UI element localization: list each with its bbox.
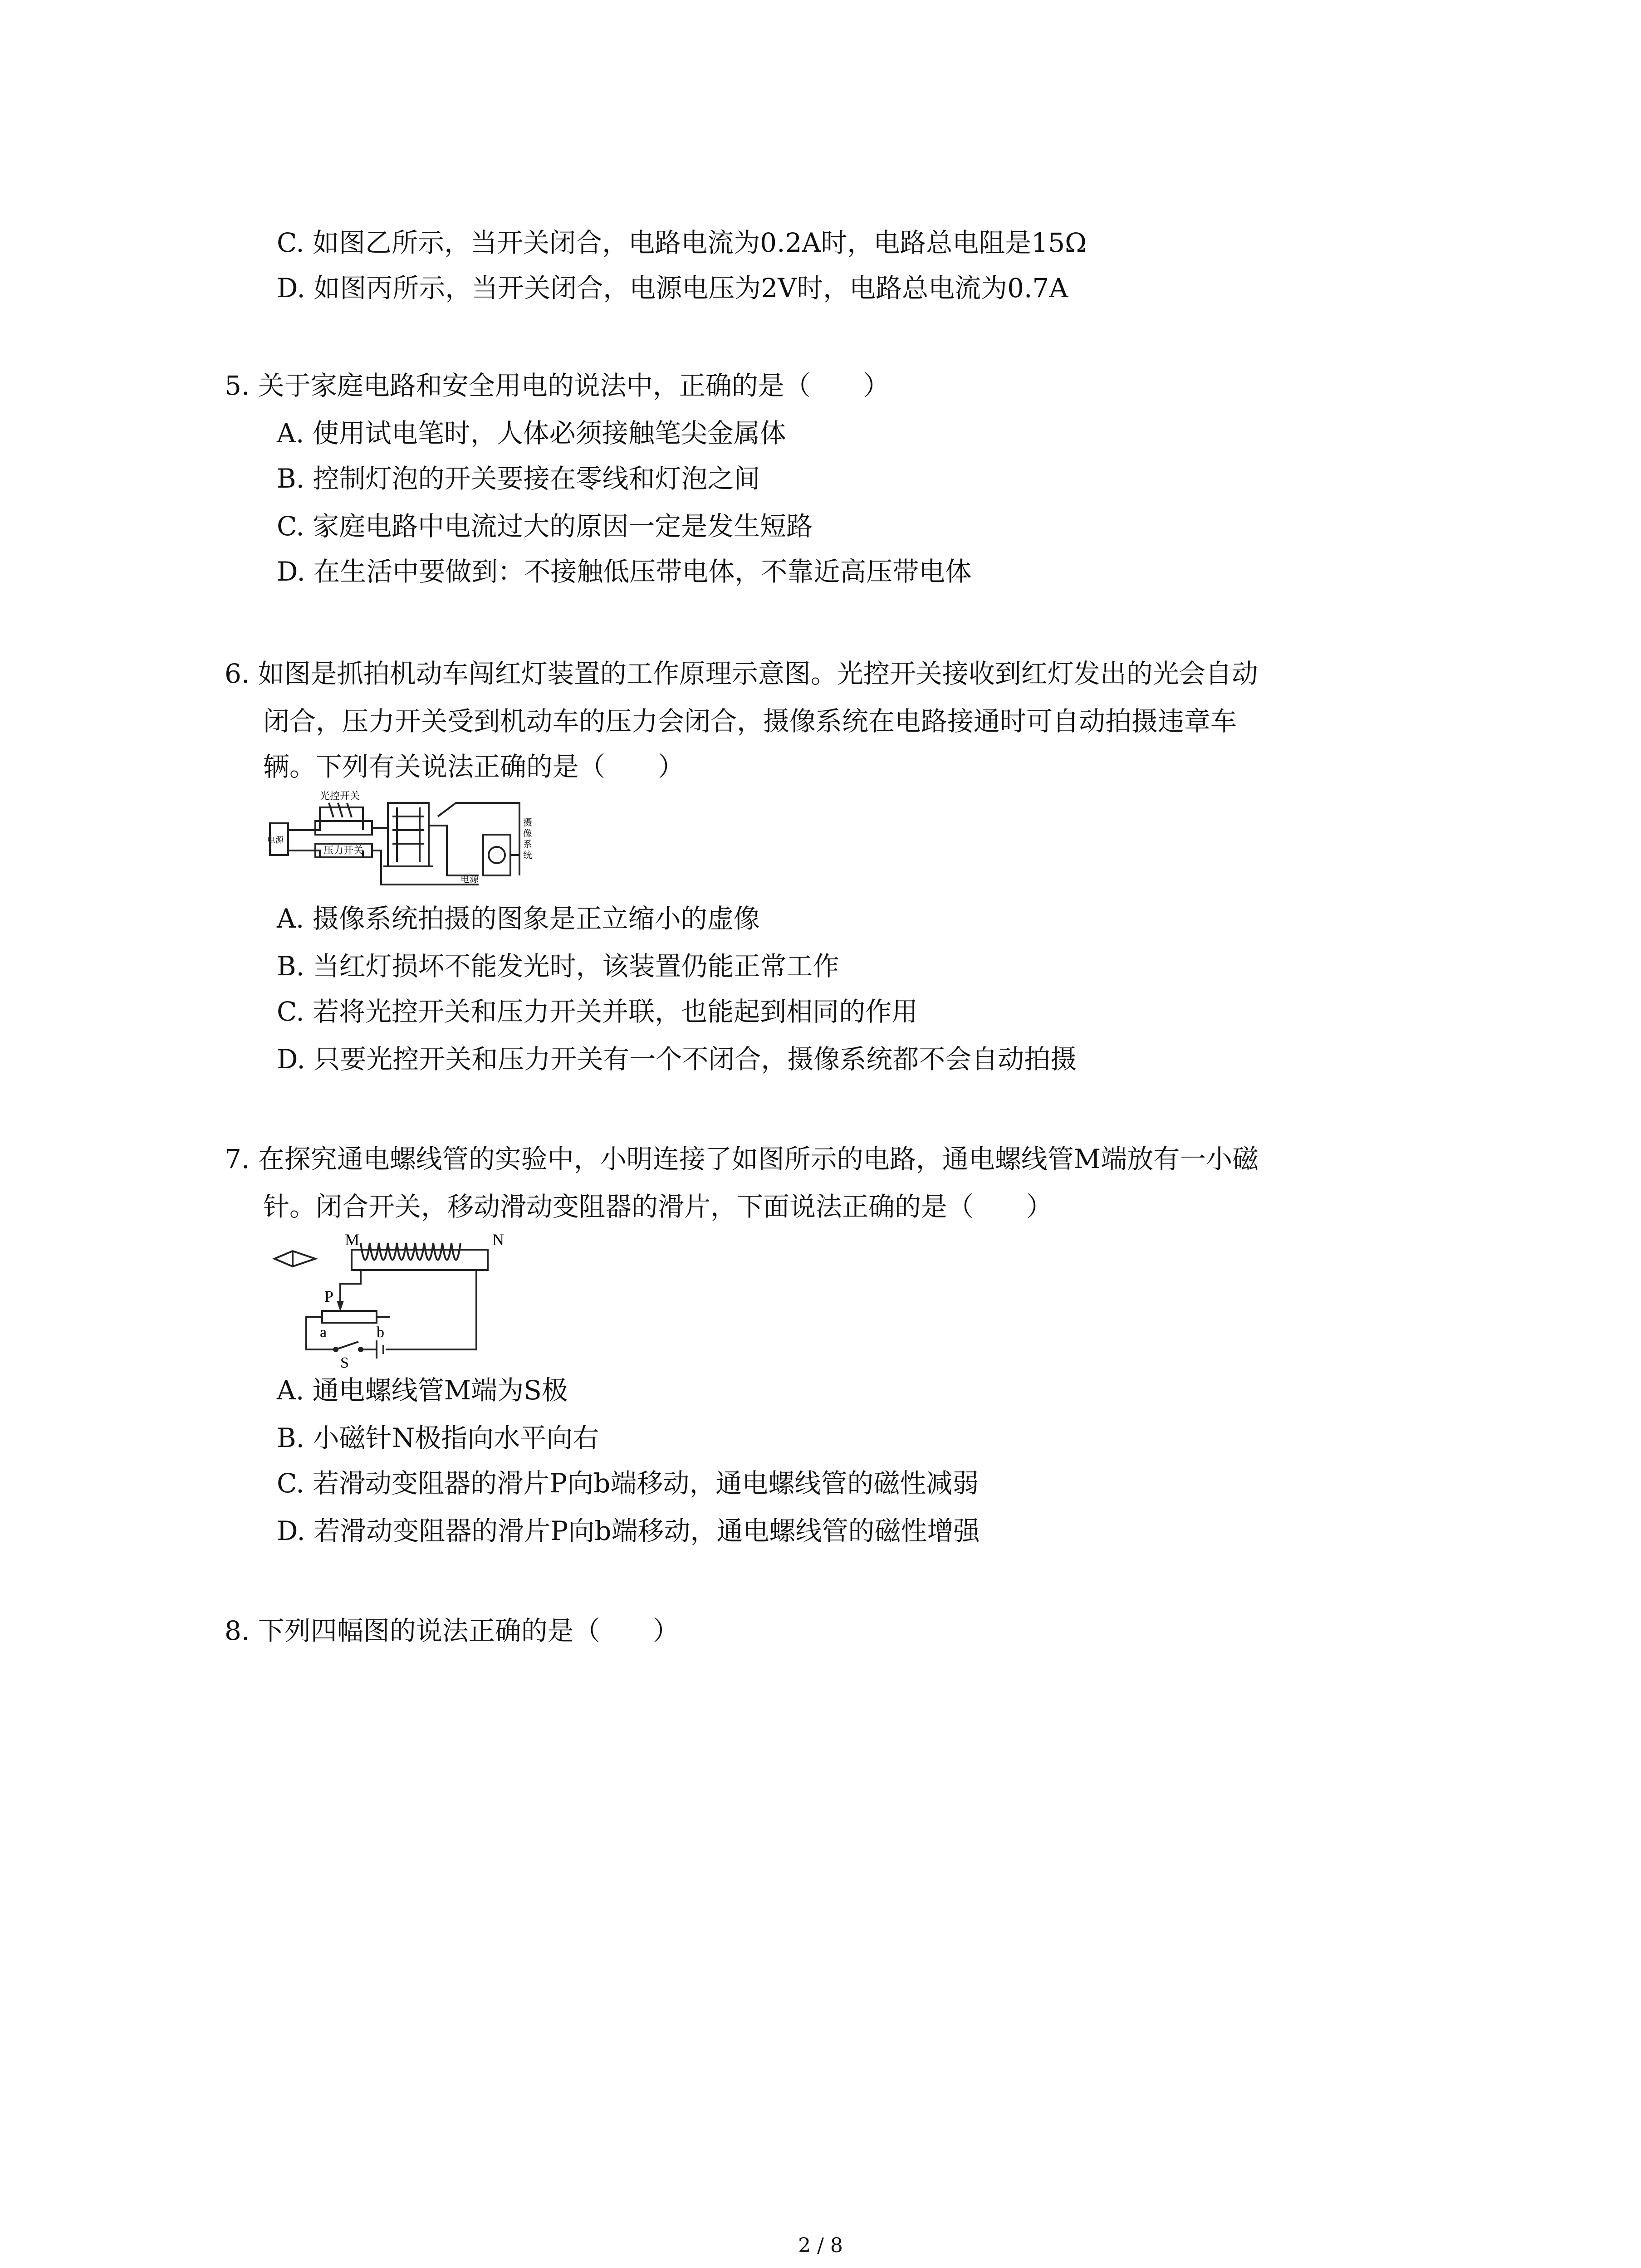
q5-option-d: D. 在生活中要做到：不接触低压带电体，不靠近高压带电体 xyxy=(277,556,972,587)
camera-label-4: 统 xyxy=(523,850,532,860)
slider-p-label: P xyxy=(324,1287,334,1305)
q6-option-a: A. 摄像系统拍摄的图象是正立缩小的虚像 xyxy=(277,903,760,934)
q5-option-b: B. 控制灯泡的开关要接在零线和灯泡之间 xyxy=(277,463,760,494)
end-a-label: a xyxy=(320,1324,327,1341)
camera-label-2: 像 xyxy=(523,828,532,839)
pressure-switch-label: 压力开关 xyxy=(323,845,364,856)
red-light-camera-circuit-figure xyxy=(265,789,538,889)
switch-s-label: S xyxy=(340,1354,349,1370)
q5-option-c: C. 家庭电路中电流过大的原因一定是发生短路 xyxy=(277,511,813,542)
camera-label-3: 系 xyxy=(523,839,532,850)
solenoid-circuit-figure xyxy=(268,1234,522,1370)
q5-stem: 5. 关于家庭电路和安全用电的说法中，正确的是（ ） xyxy=(225,370,890,401)
q7-option-d: D. 若滑动变阻器的滑片P向b端移动，通电螺线管的磁性增强 xyxy=(277,1515,980,1546)
q6-option-b: B. 当红灯损坏不能发光时，该装置仍能正常工作 xyxy=(277,951,839,982)
end-b-label: b xyxy=(377,1324,384,1341)
q6-stem-line-3: 辆。下列有关说法正确的是（ ） xyxy=(263,751,685,782)
q7-stem-line-1: 7. 在探究通电螺线管的实验中，小明连接了如图所示的电路，通电螺线管M端放有一小磁 xyxy=(225,1144,1259,1174)
camera-label-1: 摄 xyxy=(523,817,532,828)
q6-option-d: D. 只要光控开关和压力开关有一个不闭合，摄像系统都不会自动拍摄 xyxy=(277,1044,1077,1075)
q7-option-a: A. 通电螺线管M端为S极 xyxy=(277,1375,568,1406)
page-number: 2 / 8 xyxy=(798,2234,843,2257)
q6-stem-line-2: 闭合，压力开关受到机动车的压力会闭合，摄像系统在电路接通时可自动拍摄违章车 xyxy=(263,706,1237,737)
q7-option-b: B. 小磁针N极指向水平向右 xyxy=(277,1422,599,1453)
light-switch-label: 光控开关 xyxy=(320,791,360,802)
solenoid-end-n-label: N xyxy=(492,1234,504,1249)
q8-stem: 8. 下列四幅图的说法正确的是（ ） xyxy=(225,1615,679,1646)
solenoid-end-m-label: M xyxy=(345,1234,360,1249)
q7-stem-line-2: 针。闭合开关，移动滑动变阻器的滑片，下面说法正确的是（ ） xyxy=(263,1191,1053,1222)
left-power-label: 电源 xyxy=(267,836,284,845)
q6-option-c: C. 若将光控开关和压力开关并联，也能起到相同的作用 xyxy=(277,996,918,1027)
q4-option-d: D. 如图丙所示，当开关闭合，电源电压为2V时，电路总电流为0.7A xyxy=(277,273,1068,303)
q4-option-c: C. 如图乙所示，当开关闭合，电路电流为0.2A时，电路总电阻是15Ω xyxy=(277,227,1087,258)
bottom-power-label: 电源 xyxy=(460,874,479,885)
q5-option-a: A. 使用试电笔时，人体必须接触笔尖金属体 xyxy=(277,418,786,449)
q7-option-c: C. 若滑动变阻器的滑片P向b端移动，通电螺线管的磁性减弱 xyxy=(277,1468,979,1499)
q6-stem-line-1: 6. 如图是抓拍机动车闯红灯装置的工作原理示意图。光控开关接收到红灯发出的光会自动 xyxy=(225,658,1258,689)
